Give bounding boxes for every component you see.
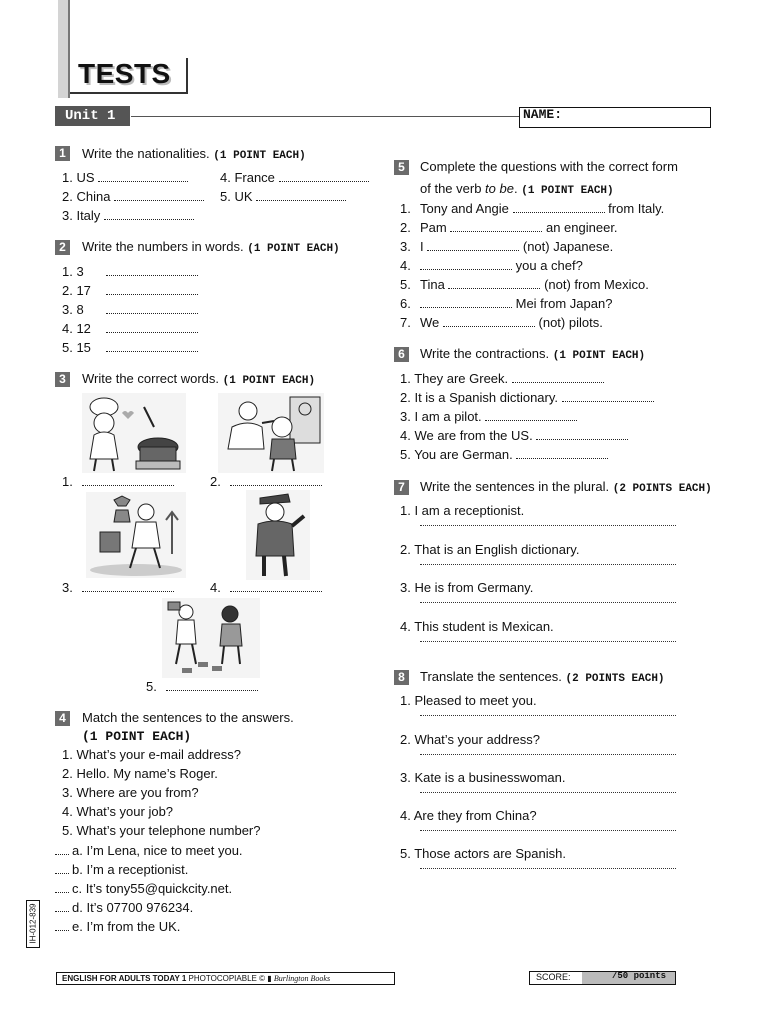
answer-item: a. I’m Lena, nice to meet you. — [55, 843, 243, 858]
picture-label: 5. — [146, 679, 258, 694]
list-item: 4. What’s your job? — [62, 804, 174, 819]
publisher-name: Burlington Books — [273, 974, 331, 983]
list-item: 2. That is an English dictionary. — [400, 542, 580, 557]
points-label: (1 POINT EACH) — [82, 729, 192, 744]
list-item: 3. Italy — [62, 208, 194, 223]
list-item: 3. I (not) Japanese. — [400, 239, 614, 254]
answer-line[interactable] — [420, 563, 676, 565]
photocopiable-label: PHOTOCOPIABLE © — [188, 974, 265, 983]
list-item: 1. They are Greek. — [400, 371, 604, 386]
section-heading — [420, 346, 645, 362]
points-label: (1 POINT EACH) — [552, 350, 646, 362]
answer-item: b. I’m a receptionist. — [55, 862, 188, 877]
section-number: 6 — [394, 347, 409, 362]
instruction-text: Write the correct words. — [82, 371, 220, 386]
list-item: 5. 15 — [62, 340, 198, 355]
section-heading — [420, 479, 712, 495]
section-number: 5 — [394, 160, 409, 175]
list-item: 5. You are German. — [400, 447, 608, 462]
list-item: 3. 8 — [62, 302, 198, 317]
answer-item: d. It’s 07700 976234. — [55, 900, 193, 915]
document-code: IH-012-839 — [26, 900, 40, 948]
list-item: 1. Tony and Angie from Italy. — [400, 201, 665, 216]
students-illustration — [162, 598, 260, 678]
section-number: 2 — [55, 240, 70, 255]
list-item: 4. France — [220, 170, 369, 185]
publisher-logo-icon: ▮ — [267, 974, 272, 983]
list-item: 3. He is from Germany. — [400, 580, 534, 595]
answer-line[interactable] — [420, 601, 676, 603]
picture-label: 4. — [210, 580, 322, 595]
instruction-text-continued: of the verb to be. (1 POINT EACH) — [420, 181, 614, 197]
score-label: SCORE: — [536, 972, 571, 982]
answer-line[interactable] — [420, 791, 676, 793]
list-item: 7. We (not) pilots. — [400, 315, 603, 330]
instruction-text: Write the contractions. — [420, 346, 550, 361]
answer-line[interactable] — [420, 829, 676, 831]
tourist-illustration — [86, 492, 186, 578]
instruction-text: Match the sentences to the answers. — [82, 710, 294, 725]
instruction-text: Write the nationalities. — [82, 146, 210, 161]
points-label: (2 POINTS EACH) — [565, 673, 665, 685]
list-item: 4. Are they from China? — [400, 808, 537, 823]
course-title: ENGLISH FOR ADULTS TODAY 1 — [62, 974, 187, 983]
list-item: 1. Pleased to meet you. — [400, 693, 537, 708]
section-heading — [420, 669, 665, 685]
doctor-illustration — [218, 393, 324, 473]
section-number: 3 — [55, 372, 70, 387]
answer-line[interactable] — [420, 714, 676, 716]
list-item: 2. China — [62, 189, 204, 204]
points-label: (1 POINT EACH) — [222, 375, 316, 387]
list-item: 2. 17 — [62, 283, 198, 298]
list-item: 1. 3 — [62, 264, 198, 279]
instruction-text: Write the numbers in words. — [82, 239, 244, 254]
section-heading — [82, 239, 340, 255]
list-item: 2. Hello. My name’s Roger. — [62, 766, 218, 781]
picture-label: 1. — [62, 474, 174, 489]
list-item: 5. Those actors are Spanish. — [400, 846, 566, 861]
points-label: (1 POINT EACH) — [521, 185, 614, 197]
list-item: 3. I am a pilot. — [400, 409, 577, 424]
section-heading — [82, 146, 306, 162]
answer-line[interactable] — [420, 640, 676, 642]
list-item: 2. What’s your address? — [400, 732, 540, 747]
name-field[interactable]: NAME: — [519, 107, 711, 128]
section-number: 8 — [394, 670, 409, 685]
unit-divider — [131, 116, 519, 117]
list-item: 1. US — [62, 170, 188, 185]
answer-item: c. It’s tony55@quickcity.net. — [55, 881, 232, 896]
list-item: 5. What’s your telephone number? — [62, 823, 261, 838]
section-heading — [82, 371, 315, 387]
list-item: 3. Where are you from? — [62, 785, 199, 800]
list-item: 5. Tina (not) from Mexico. — [400, 277, 649, 292]
list-item: 6. Mei from Japan? — [400, 296, 613, 311]
list-item: 1. What’s your e-mail address? — [62, 747, 241, 762]
section-number: 7 — [394, 480, 409, 495]
answer-line[interactable] — [420, 867, 676, 869]
points-label: (1 POINT EACH) — [247, 243, 340, 255]
answer-item: e. I’m from the UK. — [55, 919, 180, 934]
list-item: 4. This student is Mexican. — [400, 619, 554, 634]
score-total: /50 points — [612, 971, 667, 981]
list-item: 4. you a chef? — [400, 258, 583, 273]
picture-label: 2. — [210, 474, 322, 489]
section-number: 4 — [55, 711, 70, 726]
section-number: 1 — [55, 146, 70, 161]
list-item: 4. We are from the US. — [400, 428, 628, 443]
list-item: 2. Pam an engineer. — [400, 220, 618, 235]
list-item: 1. I am a receptionist. — [400, 503, 525, 518]
instruction-text: Write the sentences in the plural. — [420, 479, 610, 494]
list-item: 2. It is a Spanish dictionary. — [400, 390, 654, 405]
list-item: 4. 12 — [62, 321, 198, 336]
page-title: TESTS — [78, 58, 171, 89]
answer-line[interactable] — [420, 753, 676, 755]
answer-line[interactable] — [420, 524, 676, 526]
points-label: (2 POINTS EACH) — [612, 483, 712, 495]
unit-tab: Unit 1 — [55, 106, 130, 126]
instruction-text: Translate the sentences. — [420, 669, 562, 684]
list-item: 3. Kate is a businesswoman. — [400, 770, 566, 785]
header-side-band — [58, 0, 68, 98]
list-item: 5. UK — [220, 189, 346, 204]
chef-illustration — [82, 393, 186, 473]
picture-label: 3. — [62, 580, 174, 595]
points-label: (1 POINT EACH) — [213, 150, 306, 162]
instruction-text: Complete the questions with the correct form — [420, 159, 678, 174]
police-officer-illustration — [246, 490, 310, 580]
footer-credit — [56, 972, 395, 985]
